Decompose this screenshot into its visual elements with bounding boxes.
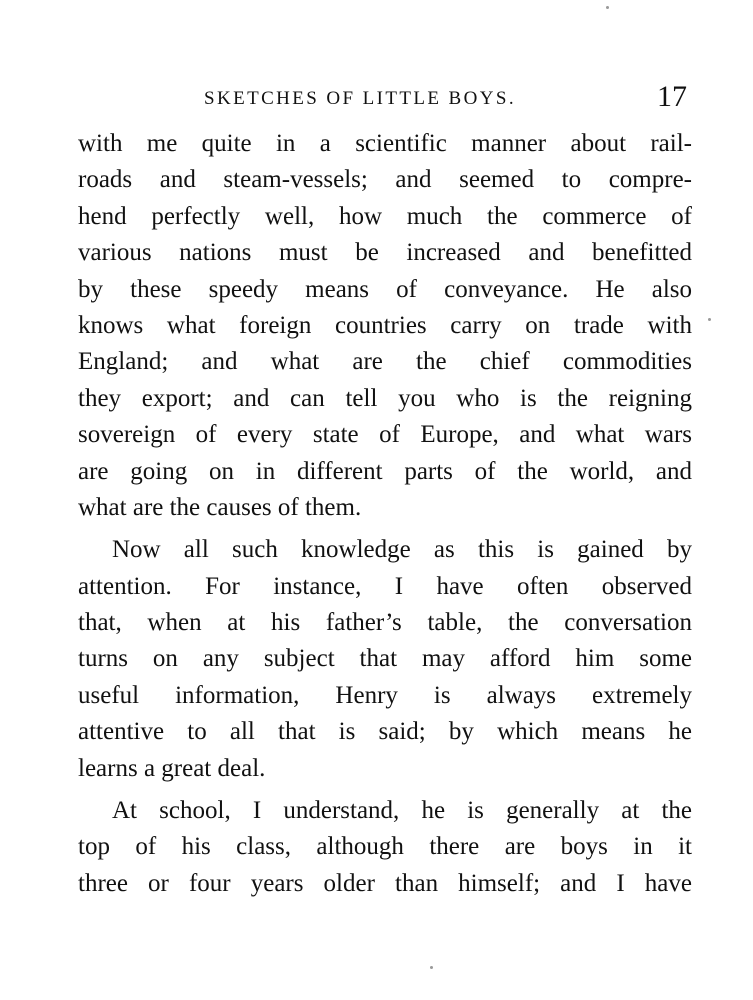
text-line: what are the causes of them. xyxy=(78,493,362,521)
page-number: 17 xyxy=(657,80,687,113)
text-line: At school, I understand, he is generally at the xyxy=(112,797,692,825)
paragraph-1 xyxy=(78,126,692,526)
text-line: turns on any subject that may afford him some xyxy=(78,645,692,673)
text-line: attention. For instance, I have often observed xyxy=(78,572,692,600)
text-line: they export; and can tell you who is the reigning xyxy=(78,384,692,412)
paragraph-2 xyxy=(78,532,692,787)
body-text xyxy=(78,126,692,902)
text-line: England; and what are the chief commodities xyxy=(78,348,692,376)
text-line: hend perfectly well, how much the commerce of xyxy=(78,202,692,230)
text-line: sovereign of every state of Europe, and what wars xyxy=(78,421,692,449)
running-header xyxy=(78,80,693,116)
text-line: roads and steam-vessels; and seemed to compre- xyxy=(78,166,692,194)
paragraph-3 xyxy=(78,793,692,902)
text-line: by these speedy means of conveyance. He also xyxy=(78,275,692,303)
text-line: with me quite in a scientific manner about rail- xyxy=(78,130,692,157)
text-line: knows what foreign countries carry on trade with xyxy=(78,311,692,339)
text-line: that, when at his father’s table, the conversation xyxy=(78,609,692,637)
text-line: learns a great deal. xyxy=(78,754,266,782)
running-title: SKETCHES OF LITTLE BOYS. xyxy=(204,88,516,109)
text-line: are going on in different parts of the world, and xyxy=(78,457,692,485)
text-line: attentive to all that is said; by which means he xyxy=(78,718,692,746)
text-line: useful information, Henry is always extremely xyxy=(78,681,692,709)
text-line: various nations must be increased and benefitted xyxy=(78,239,692,267)
paper-speck xyxy=(708,318,711,321)
text-line: three or four years older than himself; and I have xyxy=(78,869,692,897)
paper-speck xyxy=(606,6,609,9)
text-line: Now all such knowledge as this is gained by xyxy=(112,536,692,564)
text-line: top of his class, although there are boys in it xyxy=(78,833,692,861)
paper-speck xyxy=(430,966,433,969)
